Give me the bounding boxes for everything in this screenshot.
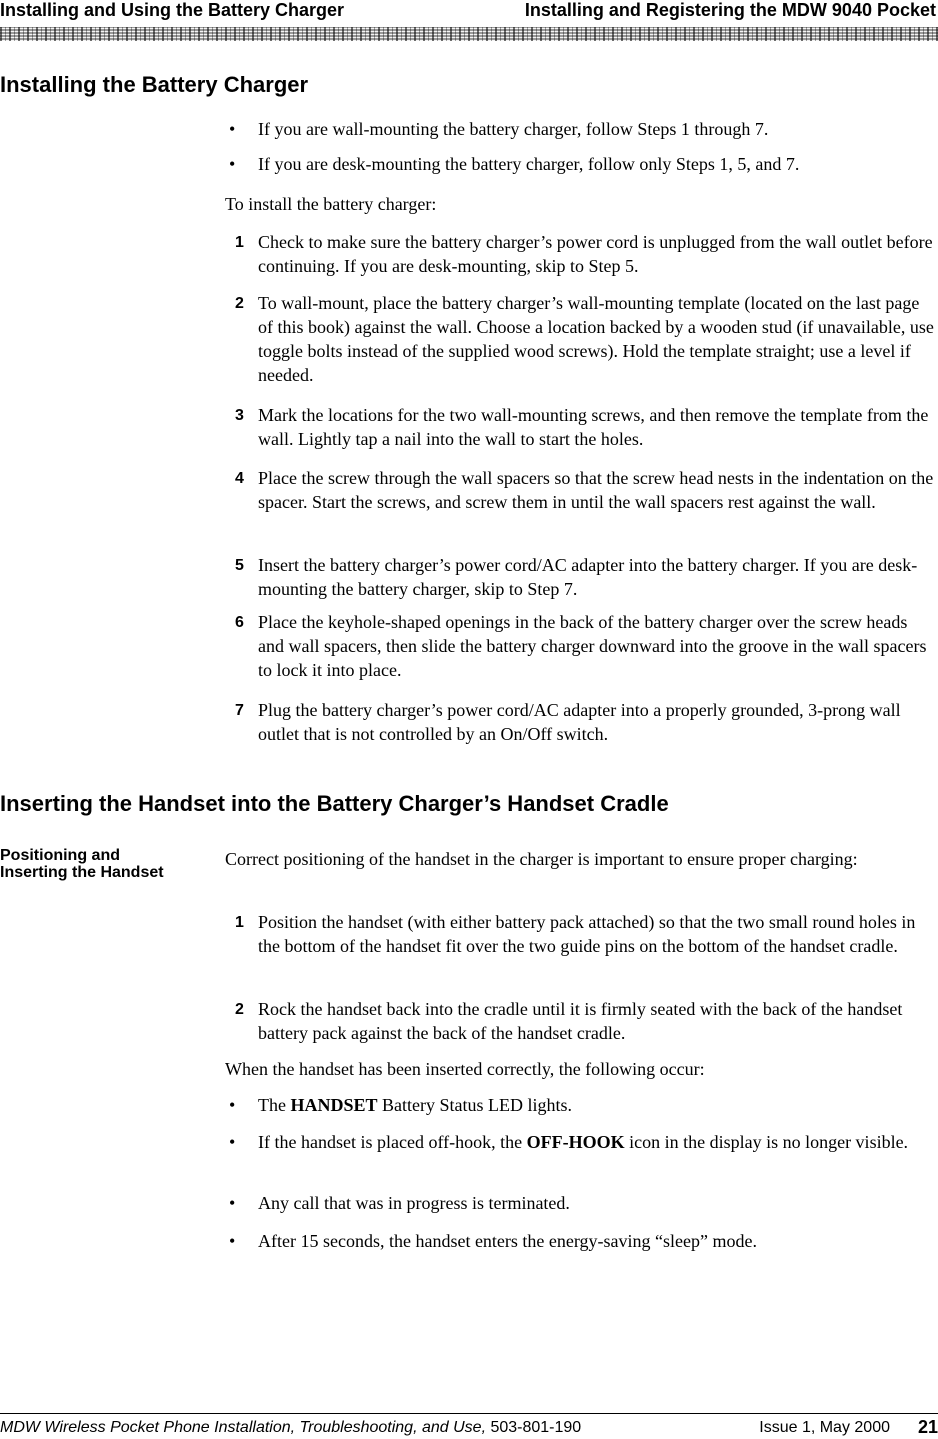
- bullet-mark: •: [229, 154, 236, 174]
- bullet-mark: •: [229, 119, 236, 139]
- step-text: Check to make sure the battery charger’s power cord is unplugged from the wall outlet before continuing. If you are desk-mounting, skip to Step 5.: [258, 232, 933, 276]
- bullet-mark: •: [229, 1193, 236, 1213]
- side-heading-line: Positioning and: [0, 847, 120, 864]
- step-text: Place the screw through the wall spacers so that the screw head nests in the indentation on the spacer. Start the screws, and screw them in until the wall spacers rest against the wall.: [258, 468, 934, 512]
- bold-term: OFF-HOOK: [526, 1132, 625, 1152]
- bullet-text: If you are desk-mounting the battery charger, follow only Steps 1, 5, and 7.: [258, 154, 800, 174]
- bullet-mark: •: [229, 1231, 236, 1251]
- step-number: 5: [235, 557, 244, 574]
- step-number: 1: [235, 234, 244, 251]
- bullet-text: After 15 seconds, the handset enters the energy-saving “sleep” mode.: [258, 1231, 757, 1251]
- side-heading-line: Inserting the Handset: [0, 864, 164, 881]
- step-text: Rock the handset back into the cradle until it is firmly seated with the back of the handset battery pack against the back of the handset cradle.: [258, 999, 903, 1043]
- step-number: 7: [235, 702, 244, 719]
- procedure-intro: To install the battery charger:: [225, 194, 437, 214]
- step-number: 6: [235, 614, 244, 631]
- step-number: 2: [235, 295, 244, 312]
- running-head-chapter: Installing and Using the Battery Charger: [0, 0, 345, 20]
- footer-rule: [0, 1413, 938, 1414]
- step-text: Insert the battery charger’s power cord/AC adapter into the battery charger. If you are desk-mounting the battery charger, skip to Step 7.: [258, 555, 918, 599]
- positioning-intro: Correct positioning of the handset in the charger is important to ensure proper charging:: [225, 849, 858, 869]
- step-number: 1: [235, 914, 244, 931]
- step-text: Mark the locations for the two wall-mounting screws, and then remove the template from the wall. Lightly tap a nail into the wall to start the holes.: [258, 405, 929, 449]
- result-intro: When the handset has been inserted correctly, the following occur:: [225, 1059, 705, 1079]
- header-decorative-band: [0, 27, 938, 41]
- bold-term: HANDSET: [290, 1095, 378, 1115]
- running-head: [0, 0, 938, 24]
- bullet-text: If the handset is placed off-hook, the OFF-HOOK icon in the display is no longer visible.: [258, 1132, 909, 1152]
- footer-document-title: MDW Wireless Pocket Phone Installation, Troubleshooting, and Use, 503-801-190: [0, 1419, 582, 1436]
- page-number: 21: [917, 1417, 938, 1437]
- side-heading: [0, 847, 210, 881]
- step-text: Position the handset (with either battery pack attached) so that the two small round holes in the bottom of the handset fit over the two guide pins on the bottom of the handset cradle.: [258, 912, 916, 956]
- bullet-mark: •: [229, 1132, 236, 1152]
- bullet-mark: •: [229, 1095, 236, 1115]
- step-number: 3: [235, 407, 244, 424]
- step-text: Plug the battery charger’s power cord/AC adapter into a properly grounded, 3-prong wall outlet that is not controlled by an On/Off switch.: [258, 700, 901, 744]
- running-head-section: Installing and Registering the MDW 9040 Pocket: [524, 0, 936, 20]
- bullet-text: The HANDSET Battery Status LED lights.: [258, 1095, 572, 1115]
- step-number: 4: [235, 470, 244, 487]
- bullet-text: If you are wall-mounting the battery charger, follow Steps 1 through 7.: [258, 119, 769, 139]
- section-heading-inserting-handset: Inserting the Handset into the Battery Charger’s Handset Cradle: [0, 791, 669, 816]
- page-footer: [0, 1418, 938, 1438]
- bullet-text: Any call that was in progress is terminated.: [258, 1193, 570, 1213]
- step-number: 2: [235, 1001, 244, 1018]
- footer-issue: Issue 1, May 2000: [759, 1419, 890, 1436]
- step-text: To wall-mount, place the battery charger’s wall-mounting template (located on the last page of this book) against the wall. Choose a location backed by a wooden stud (if unavailable, use toggle bolts instead of the supplied wood screws). Hold the template straight; use a level if needed.: [258, 293, 934, 385]
- section-heading-installing-charger: Installing the Battery Charger: [0, 72, 309, 97]
- step-text: Place the keyhole-shaped openings in the back of the battery charger over the screw heads and wall spacers, then slide the battery charger downward into the groove in the wall spacers to lock it into place.: [258, 612, 927, 680]
